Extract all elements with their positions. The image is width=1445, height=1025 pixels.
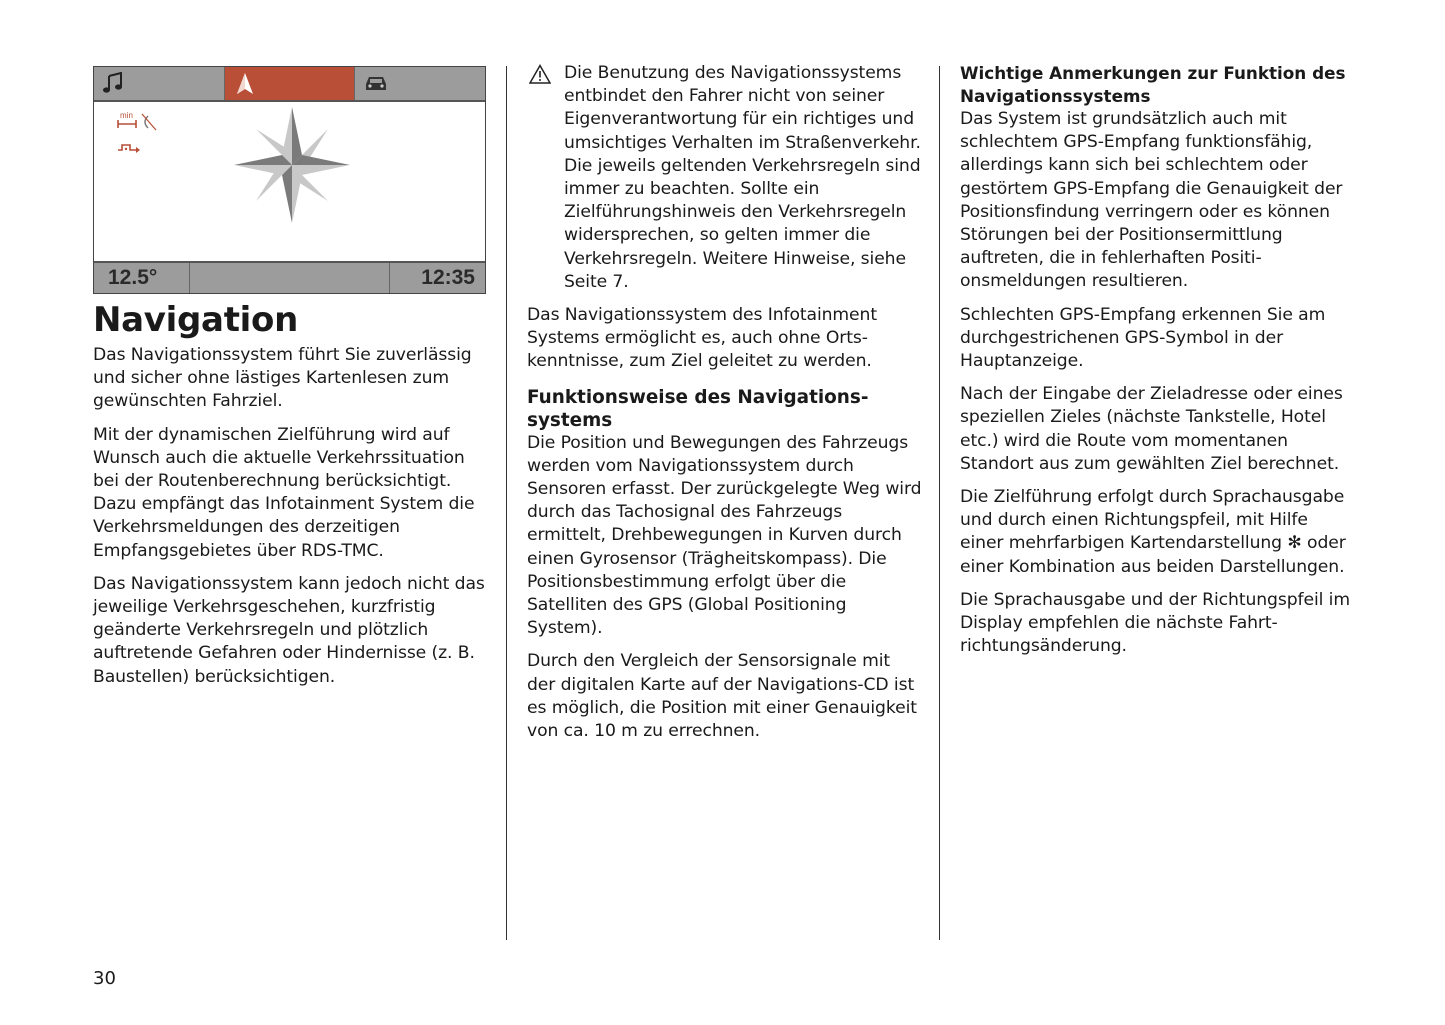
warning-text: Die Benutzung des Navigationssystems entbindet den Fahrer nicht von seiner Eigenverantwortung für ein richtiges und umsichtiges Verhalten im Straßenverkehr. Die jeweils geltenden Verkehrsregeln sind immer zu beachten. Sollte ein Zielführungshinweis den Verkehrsregeln widersprechen, so gelten immer die Verkehrsregeln. Weitere Hinweise, siehe Seite 7. — [564, 63, 921, 292]
dynamic-guidance-icon — [116, 140, 146, 156]
display-bottom-bar — [94, 261, 485, 293]
paragraph: Mit der dynamischen Zielführung wird auf Wunsch auch die aktuelle Verkehrssituation bei der Routenberechnung berücksichtigt. Dazu empfängt das Infotainment System die Verkehrsmeldungen des derzeitigen Empfangsgebietes über RDS-TMC. — [93, 424, 475, 561]
car-icon — [363, 72, 389, 94]
tab-vehicle — [355, 67, 485, 100]
tab-audio — [94, 67, 225, 100]
column-divider — [506, 66, 507, 940]
shortest-route-icon — [116, 110, 166, 134]
navigation-arrow-icon — [233, 72, 257, 96]
display-status-icons — [116, 110, 166, 160]
svg-text:min: min — [120, 111, 133, 120]
paragraph: Nach der Eingabe der Zieladresse oder eines speziellen Zieles (nächste Tankstelle, Hotel etc.) wird die Route vom momentanen Standort aus zum gewählten Ziel berechnet. — [960, 384, 1343, 474]
column-2 — [527, 62, 922, 753]
warning-triangle-icon — [529, 64, 551, 84]
infotainment-display-illustration — [93, 66, 486, 294]
paragraph: Das System ist grundsätzlich auch mit schlechtem GPS-Empfang funktionsfähig, allerdings kann sich bei schlechtem oder gestörtem GPS-Empfang die Genauigkeit der Positionsfindung verringern oder es können Störungen bei der Positionsermittlung auftreten, die in fehlerhaften Positionsmeldungen resultieren. — [960, 109, 1343, 292]
paragraph: Das Navigationssystem kann jedoch nicht das jeweilige Verkehrsgeschehen, kurzfristig geänderte Verkehrsregeln und plötzlich auftretende Gefahren oder Hindernisse (z. B. Baustellen) berücksichtigen. — [93, 573, 485, 687]
column-3 — [960, 62, 1355, 668]
paragraph: Die Sprachausgabe und der Richtungspfeil im Display empfehlen die nächste Fahrtrichtungsänderung. — [960, 589, 1350, 657]
display-top-bar — [94, 67, 485, 102]
paragraph: Die Zielführung erfolgt durch Sprachausgabe und durch einen Richtungspfeil, mit Hilfe einer mehrfarbigen Kartendarstellung ✻ oder einer Kombination aus beiden Darstellungen. — [960, 487, 1346, 577]
tab-navigation — [225, 67, 356, 100]
warning-note — [527, 62, 922, 294]
temperature-readout: 12.5° — [94, 263, 190, 293]
page-title: Navigation — [93, 300, 298, 340]
compass-rose-icon — [234, 107, 350, 223]
page-number: 30 — [93, 968, 116, 989]
paragraph: Die Position und Bewegungen des Fahrzeugs werden vom Navigationssystem durch Sensoren erfasst. Der zurückgelegte Weg wird durch das Tachosignal des Fahrzeugs ermittelt, Drehbewegungen in Kurven durch einen Gyrosensor (Trägheitskompass). Die Positionsbestimmung erfolgt über die Satelliten des GPS (Global Positioning System). — [527, 432, 922, 639]
section-heading: Funktionsweise des Navigationssystems — [527, 386, 869, 431]
middle-field — [190, 263, 390, 293]
paragraph: Das Navigationssystem des Infotainment Systems ermöglicht es, auch ohne Ortskenntnisse, zum Ziel geleitet zu werden. — [527, 305, 877, 372]
column-1 — [93, 62, 488, 699]
music-note-icon — [102, 72, 126, 94]
clock-readout: 12:35 — [421, 266, 475, 289]
paragraph: Das Navigationssystem führt Sie zuverlässig und sicher ohne lästiges Kartenlesen zum gewünschten Fahrziel. — [93, 345, 472, 412]
column-divider — [939, 66, 940, 940]
paragraph: Schlechten GPS-Empfang erkennen Sie am durchgestrichenen GPS-Symbol in der Hauptanzeige. — [960, 304, 1326, 372]
paragraph: Durch den Vergleich der Sensorsignale mit der digitalen Karte auf der Navigations-CD ist es möglich, die Position mit einer Genauigkeit von ca. 10 m zu errechnen. — [527, 651, 917, 742]
section-heading: Wichtige Anmerkungen zur Funktion des Navigationssystems — [960, 63, 1346, 106]
